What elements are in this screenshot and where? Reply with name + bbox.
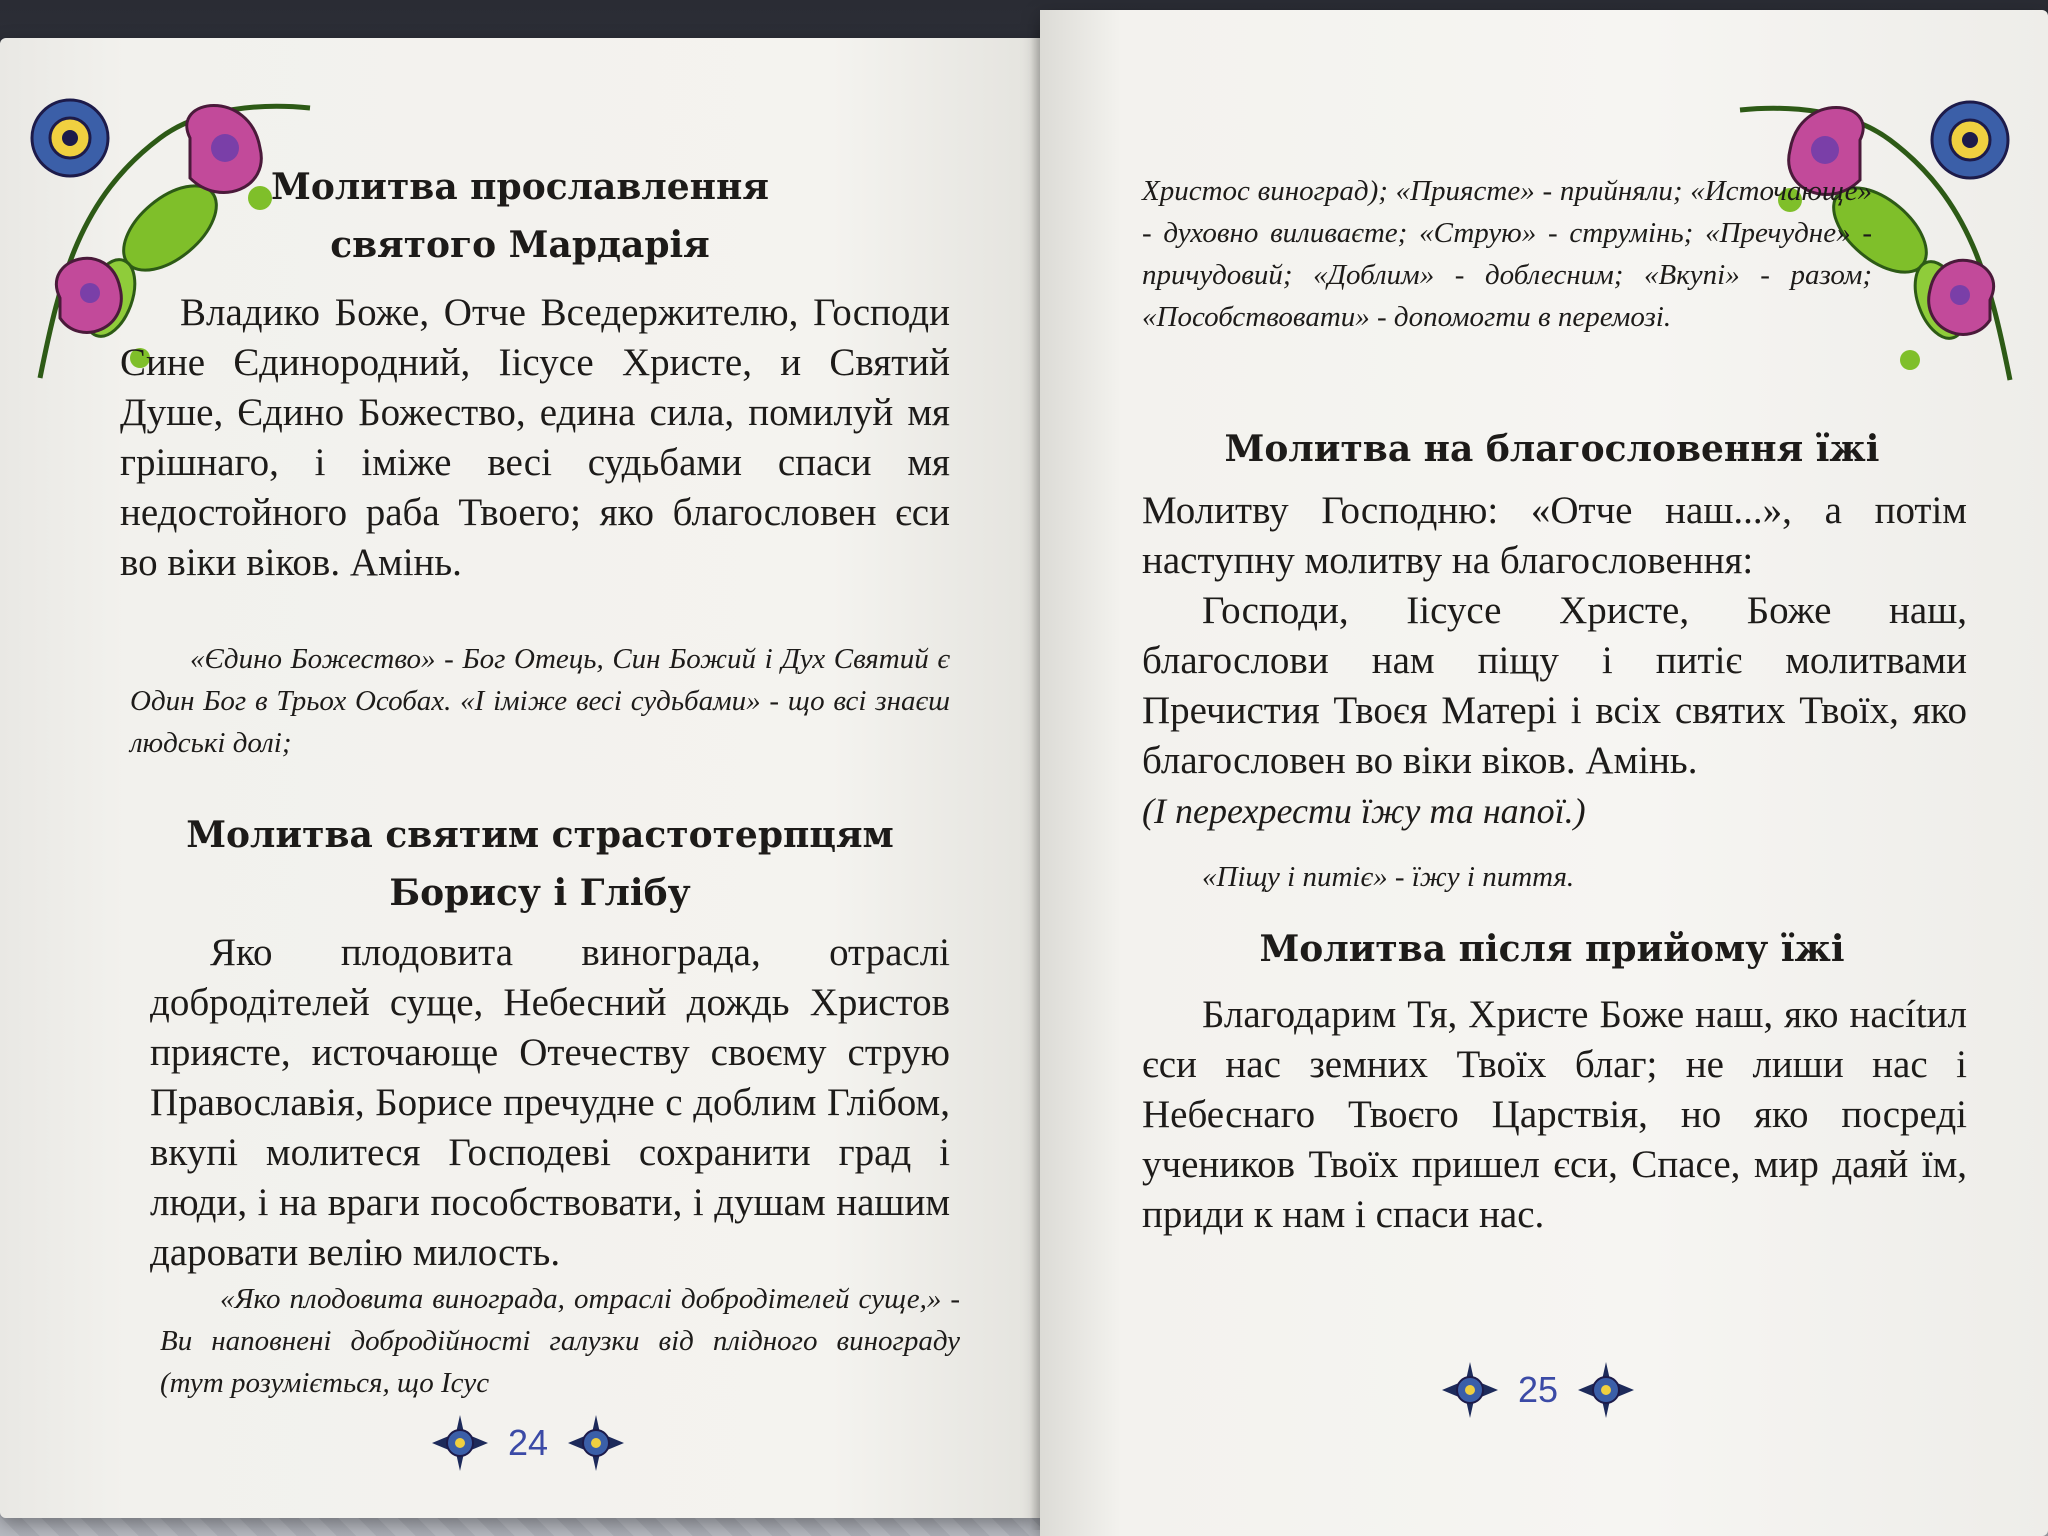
prayer-text-blessing: Господи, Іісусе Христе, Боже наш, благослови нам піщу і питіє молитвами Пречистия Твоєя Матері і всіх святих Твоїх, яко благословен во віки віков. Амінь. [1142,589,1967,782]
blessing-prayer-block [1142,586,1967,836]
paragraph-boris-gleb-block [150,928,950,1278]
blessing-intro-block [1142,486,1967,586]
heading-blessing-food: Молитва на благословення їжі [1224,428,1880,470]
footnote-food: «Піщу і питіє» - їжу і пиття. [1202,861,1575,893]
prayer-text-after-meal: Благодарим Тя, Христе Боже наш, яко насítил єси нас земних Твоїх благ; не лиши нас і Небеснаго Твоєго Царствія, но яко посреді учеников Твоїх пришел єси, Спасе, мир даяй їм, приди к нам і спаси нас. [1142,993,1967,1236]
page-number-flower-icon [566,1413,626,1473]
note-boris-gleb-block [160,1278,960,1404]
heading-boris-gleb-block [160,806,920,922]
footnote-boris-gleb: «Яко плодовита винограда, отраслі добродітелей суще,» - Ви наповнені добродійності галузки від плідного винограду (тут розуміється, що Ісус [160,1283,960,1399]
right-page [1040,10,2048,1536]
left-page [0,38,1040,1518]
heading-mardariy: Молитва прославлення святого Мардарія [271,166,769,266]
heading-after-meal: Молитва після прийому їжі [1259,928,1845,970]
heading-after-meal-block [1142,920,1962,978]
prayer-text-mardariy: Владико Боже, Отче Вседержителю, Господи Сине Єдинородний, Іісусе Христе, и Святий Душе, Єдино Божество, едина сила, помилуй мя грішнаго, і іміже весі судьбами спаси мя недостойного раба Твоего; яко благословен єси во віки віков. Амінь. [120,291,950,584]
heading-mardariy-block [235,158,805,274]
page-number-left [430,1413,626,1473]
prayer-text-boris-gleb: Яко плодовита винограда, отраслі добродітелей суще, Небесний дождь Христов приясте, источающе Отечеству своєму струю Православія, Борисе пречудне с доблим Глібом, вкупі молитеся Господеві сохранити град і люди, і на враги пособствовати, і душам нашим даровати велію милость. [150,931,950,1274]
blessing-intro: Молитву Господню: «Отче наш...», а потім наступну молитву на благословення: [1142,489,1967,582]
page-number-flower-icon [430,1413,490,1473]
open-booklet [0,10,2048,1536]
heading-blessing-food-block [1142,420,1962,478]
page-number-25: 25 [1518,1369,1559,1410]
paragraph-mardariy-block [120,288,950,588]
note-mardariy-block [130,638,950,764]
instruction-cross-food: (І перехрести їжу та напої.) [1142,791,1586,831]
note-continued-block [1142,170,1872,338]
footnote-continued: Христос виноград); «Приясте» - прийняли; «Источающе» - духовно виливаєте; «Струю» - струмінь; «Пречудне» - причудовий; «Доблим» - доблесним; «Вкупі» - разом; «Пособствовати» - допомогти в перемозі. [1142,175,1872,333]
heading-boris-gleb: Молитва святим страстотерпцям Борису і Глібу [186,814,894,914]
page-number-24: 24 [508,1422,549,1463]
page-number-flower-icon [1576,1360,1636,1420]
note-food-block [1142,856,1967,898]
after-meal-prayer-block [1142,990,1967,1240]
footnote-mardariy: «Єдино Божество» - Бог Отець, Син Божий і Дух Святий є Один Бог в Трьох Особах. «І іміже весі судьбами» - що всі знаєш людські долі; [130,643,950,759]
page-number-flower-icon [1440,1360,1500,1420]
page-number-right [1440,1360,1636,1420]
